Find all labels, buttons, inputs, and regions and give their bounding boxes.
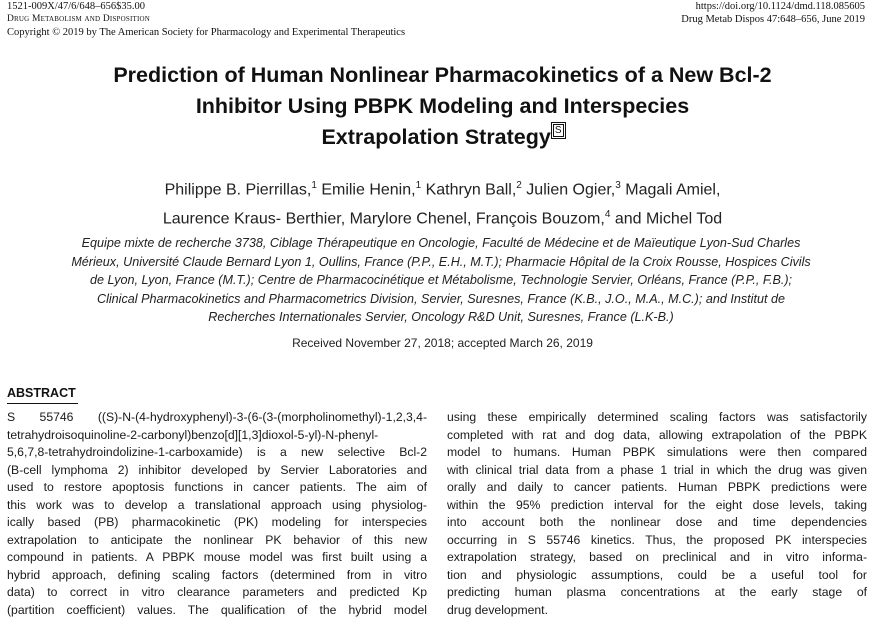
abstract-column-left [7, 409, 427, 620]
abstract-line: within the 95% prediction interval for the eight dose levels, taking [447, 497, 867, 512]
title-line-3-text: Extrapolation Strategy [321, 125, 551, 149]
author-name[interactable]: Philippe B. Pierrillas, [164, 181, 312, 199]
supplemental-material-icon[interactable]: S [554, 125, 562, 136]
author-name[interactable]: and Michel Tod [610, 210, 723, 228]
affiliations [6, 234, 876, 327]
author-name[interactable]: Emilie Henin, [316, 181, 416, 199]
affiliation-marker: 1 [311, 180, 317, 191]
abstract-line: (B-cell lymphoma 2) inhibitor developed by Servier Laboratories and [7, 462, 427, 477]
abstract-line: model to humans. Human PBPK simulations were then compared [447, 445, 867, 460]
abstract-line: predicting human plasma concentrations at the early stage of [447, 585, 867, 600]
abstract-line: used to restore apoptosis functions in cancer patients. The aim of [7, 480, 427, 495]
abstract-line: into account both the nonlinear dose and time dependencies [447, 515, 867, 530]
abstract-line: using these empirically determined scaling factors was satisfactorily [447, 410, 867, 424]
affiliation-line: Mérieux, Université Claude Bernard Lyon 1, Oullins, France (P.P., E.H., M.T.); Pharmacie Hôpital de la Croix Rousse, Hospices Civils [71, 254, 811, 269]
affiliation-marker: 1 [415, 180, 422, 191]
abstract-line: compound in patients. A PBPK mouse model was first built using a [7, 550, 427, 565]
affiliation-marker: 3 [615, 180, 621, 191]
title-line-1: Prediction of Human Nonlinear Pharmacokinetics of a New Bcl-2 [113, 63, 772, 87]
abstract-line: data) to correct in vitro clearance parameters and predicted Kp [7, 585, 427, 600]
abstract-line: extrapolation to anticipate the nonlinear PK behavior of this new [7, 532, 427, 547]
article-title [0, 60, 885, 153]
author-name[interactable]: Julien Ogier, [521, 181, 616, 199]
issn-line: 1521-009X/47/6/648–656$35.00 [7, 1, 145, 12]
abstract-heading: ABSTRACT [7, 386, 76, 400]
affiliation-line: Clinical Pharmacokinetics and Pharmacometrics Division, Servier, Suresnes, France (K.B., J.O., M.A., M.C.); and Institut de [96, 291, 785, 306]
abstract-line: extrapolation strategy, based on preclinical and in vitro informa- [447, 550, 867, 565]
author-line-1 [0, 173, 885, 202]
journal-header-left [7, 0, 405, 39]
abstract-line: occurring in S 55746 kinetics. Thus, the proposed PK interspecies [447, 532, 867, 547]
received-dates: Received November 27, 2018; accepted March 26, 2019 [292, 336, 593, 350]
abstract-heading-rule [7, 403, 78, 404]
affiliation-line: Equipe mixte de recherche 3738, Ciblage Thérapeutique en Oncologie, Faculté de Médecine et de Maïeutique Lyon-Sud Charles [81, 236, 801, 250]
abstract-line: hybrid approach, defining scaling factors (determined from in vitro [7, 567, 427, 582]
title-line-3 [0, 122, 885, 153]
abstract-line: completed with rat and dog data, allowing extrapolation of the PBPK [447, 427, 867, 442]
title-line-2: Inhibitor Using PBPK Modeling and Interspecies [195, 94, 690, 118]
abstract-line: S 55746 ((S)-N-(4-hydroxyphenyl)-3-(6-(3-(morpholinomethyl)-1,2,3,4- [7, 410, 427, 424]
journal-header-right [681, 0, 865, 26]
abstract-line: this work was to develop a translational approach using physiolog- [7, 497, 427, 512]
author-name[interactable]: Kathryn Ball, [421, 181, 517, 199]
author-line-2 [0, 202, 885, 231]
citation-line: Drug Metab Dispos 47:648–656, June 2019 [681, 14, 865, 25]
abstract-line: (partition coefficient) values. The qualification of the hybrid model [7, 603, 427, 618]
abstract-line: drug development. [447, 603, 548, 618]
author-names[interactable]: Laurence Kraus- Berthier, Marylore Chenel, François Bouzom, [162, 210, 605, 228]
copyright-line: Copyright © 2019 by The American Society for Pharmacology and Experimental Therapeutics [7, 27, 406, 38]
abstract-line: tion and physiologic assumptions, could be a useful tool for [447, 567, 867, 582]
journal-name: Drug Metabolism and Disposition [7, 14, 151, 24]
affiliation-marker: 4 [604, 209, 611, 221]
affiliation-line: Recherches Internationales Servier, Oncology R&D Unit, Suresnes, France (L.K-B.) [208, 310, 674, 324]
doi-link[interactable]: https://doi.org/10.1124/dmd.118.085605 [695, 1, 865, 12]
abstract-line: tetrahydroisoquinoline-2-carbonyl)benzo[d][1,3]dioxol-5-yl)-N-phenyl- [7, 427, 379, 442]
abstract-line: with clinical trial data from a phase 1 trial in which the drug was given [447, 462, 867, 477]
author-name[interactable]: Magali Amiel, [620, 181, 721, 199]
affiliation-line: de Lyon, Lyon, France (M.T.); Centre de Pharmacocinétique et Métabolisme, Technologie Servier, Orléans, France (P.P., F.B.); [89, 273, 793, 287]
abstract-line: orally and daily to cancer patients. Human PBPK predictions were [447, 480, 867, 495]
abstract-line: ically based (PB) pharmacokinetic (PK) modeling for interspecies [7, 515, 427, 530]
abstract-column-right [447, 409, 867, 620]
abstract-line: 5,6,7,8-tetrahydroindolizine-1-carboxamide) is a new selective Bcl-2 [7, 445, 427, 460]
affiliation-marker: 2 [516, 180, 522, 191]
author-list [0, 173, 885, 232]
